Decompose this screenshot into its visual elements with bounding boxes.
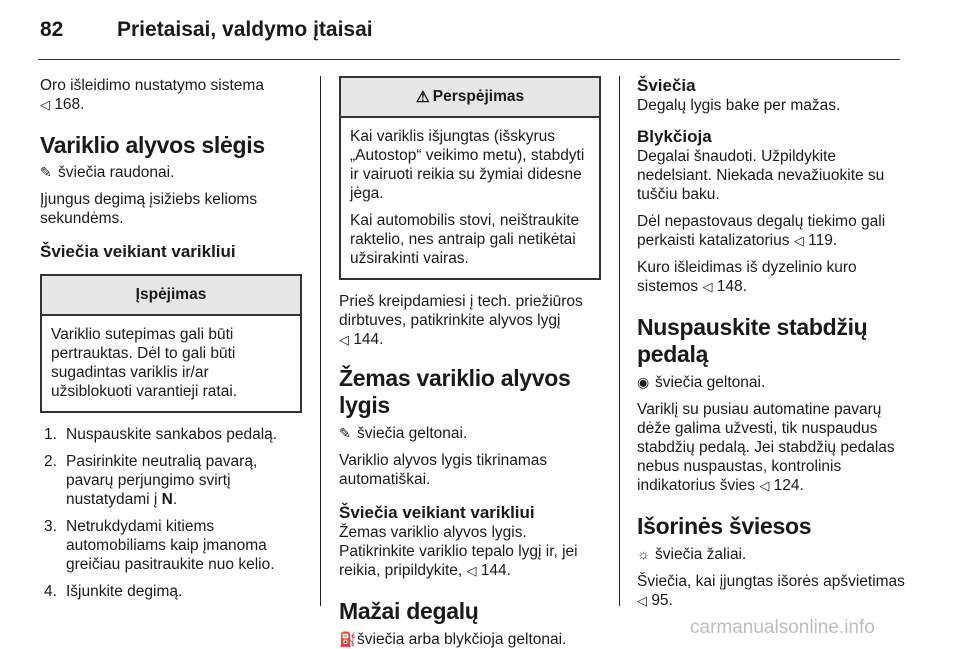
list-item (40, 452, 302, 509)
exterior-lights-icon: ☼ (637, 546, 650, 562)
header-rule (38, 59, 900, 60)
section-heading-exterior-lights: Išorinės šviesos (637, 513, 812, 539)
column-1 (40, 76, 302, 609)
status-text: šviečia geltonai. (655, 374, 766, 391)
page-ref-link[interactable]: 168. (54, 96, 85, 113)
list-item (40, 517, 302, 574)
ref-arrow-icon: ◁ (637, 593, 647, 608)
service-text (339, 292, 601, 349)
subheading-lit: Šviečia (637, 76, 696, 95)
exterior-line: Šviečia, kai įjungtas išorės apšvietimas (637, 573, 905, 590)
page-ref-link[interactable]: 144. (480, 562, 511, 579)
page-ref-link[interactable]: 144. (353, 331, 384, 348)
list-item (40, 425, 302, 444)
step-number: 4. (44, 583, 57, 600)
page-ref-link[interactable]: 119. (808, 232, 838, 249)
page-number: 82 (40, 18, 64, 41)
section-heading-low-fuel: Mažai degalų (339, 598, 479, 624)
column-divider (619, 76, 620, 606)
page-header (0, 0, 960, 62)
subheading-running: Šviečia veikiant varikliui (40, 242, 236, 261)
ref-arrow-icon: ◁ (759, 478, 770, 493)
caution-title: Perspėjimas (432, 88, 525, 105)
subheading-flash: Blykčioja (637, 127, 712, 146)
gear-neutral-label: N (161, 491, 173, 508)
exterior-status (637, 545, 905, 564)
page-ref-link[interactable]: 124. (773, 477, 804, 494)
caution-header (341, 78, 599, 118)
warning-body: Variklio sutepimas gali būti pertrauktas. Dėl to gali būti sugadintas variklis ir/ar užsiblokuoti varantieji ratai. (51, 326, 238, 400)
fuel-pump-icon: ⛽ (339, 631, 357, 647)
ref-arrow-icon: ◁ (702, 279, 713, 294)
ref-arrow-icon: ◁ (339, 332, 349, 347)
catalyst-line: Dėl nepastovaus degalų tiekimo gali perkaisti katalizatorius (637, 213, 886, 249)
page-ref-link[interactable]: 148. (716, 278, 747, 295)
warning-box (40, 274, 302, 413)
step-text: Išjunkite degimą. (66, 583, 183, 600)
low-oil-status (339, 424, 601, 443)
step-text: Nuspauskite sankabos pedalą. (66, 426, 278, 443)
flash-text: Degalai šnaudoti. Užpildykite nedelsiant. Niekada nevažiuokite su tuščiu baku. (637, 148, 885, 203)
low-oil-text: Variklio alyvos lygis tikrinamas automatiškai. (339, 452, 548, 488)
step-text-end: . (172, 491, 178, 508)
list-item (40, 582, 302, 601)
fuel-status (339, 630, 601, 649)
ref-arrow-icon: ◁ (466, 563, 477, 578)
status-text: šviečia arba blykčioja geltonai. (357, 631, 567, 648)
step-number: 1. (44, 426, 57, 443)
caution-box (339, 76, 601, 280)
brake-text (637, 400, 905, 495)
section-heading-brake: Nuspauskite stabdžių pedalą (637, 314, 868, 367)
step-number: 2. (44, 453, 57, 470)
oil-pressure-text: Įjungus degimą įsižiebs kelioms sekundėms. (40, 191, 258, 227)
status-text: šviečia žaliai. (655, 546, 747, 563)
steps-list (40, 425, 302, 601)
lit-text: Degalų lygis bake per mažas. (637, 97, 841, 114)
diesel-line: Kuro išleidimas iš dyzelinio kuro sistemos (637, 259, 857, 295)
subheading-running: Šviečia veikiant varikliui (339, 503, 535, 522)
warning-triangle-icon: ⚠ (415, 88, 430, 106)
step-text: Netrukdydami kitiems automobiliams kaip įmanoma greičiau pasitraukite nuo kelio. (66, 518, 275, 573)
oil-can-icon: ✎ (40, 164, 52, 180)
section-heading-oil-pressure: Variklio alyvos slėgis (40, 132, 265, 158)
watermark: carmanualsonline.info (690, 617, 875, 638)
step-text: Pasirinkite neutralią pavarą, pavarų perjungimo svirtį nustatydami į (66, 453, 258, 508)
page-title: Prietaisai, valdymo įtaisai (117, 18, 373, 41)
oil-pressure-status (40, 163, 302, 182)
section-heading-low-oil: Žemas variklio alyvos lygis (339, 365, 571, 418)
service-line: Prieš kreipdamiesi į tech. priežiūros dirbtuves, patikrinkite alyvos lygį (339, 293, 583, 329)
caution-text: Kai automobilis stovi, neištraukite raktelio, nes antraip gali netikėtai užsirakinti vairas. (350, 212, 580, 267)
exterior-text (637, 572, 905, 610)
status-text: šviečia raudonai. (58, 164, 175, 181)
status-text: šviečia geltonai. (357, 425, 468, 442)
running-line: Žemas variklio alyvos lygis. (339, 524, 527, 541)
diesel-text (637, 258, 905, 296)
column-divider (320, 76, 321, 606)
warning-title: Įspėjimas (42, 276, 300, 316)
column-3 (637, 76, 905, 610)
brake-pedal-icon: ◉ (637, 374, 650, 390)
brake-status (637, 373, 905, 392)
ref-arrow-icon: ◁ (40, 97, 50, 112)
oil-level-icon: ✎ (339, 425, 351, 441)
catalyst-text (637, 212, 905, 250)
brake-line: Variklį su pusiau automatine pavarų dėže galima užvesti, tik nuspaudus stabdžių pedalą. Jei stabdžių pedalas nebus nuspaustas, kontrolinis indikatorius švies (637, 401, 895, 494)
step-number: 3. (44, 518, 57, 535)
column-2 (339, 76, 601, 649)
page-ref-link[interactable]: 95. (651, 592, 673, 609)
intro-line: Oro išleidimo nustatymo sistema (40, 77, 264, 94)
low-oil-running-text (339, 523, 601, 580)
intro-text (40, 76, 302, 114)
ref-arrow-icon: ◁ (793, 233, 804, 248)
caution-text: Kai variklis išjungtas (išskyrus „Autostop“ veikimo metu), stabdyti ir vairuoti reikia su žymiai didesne jėga. (350, 128, 585, 202)
running-line: Patikrinkite variklio tepalo lygį ir, jei reikia, pripildykite, (339, 543, 578, 579)
